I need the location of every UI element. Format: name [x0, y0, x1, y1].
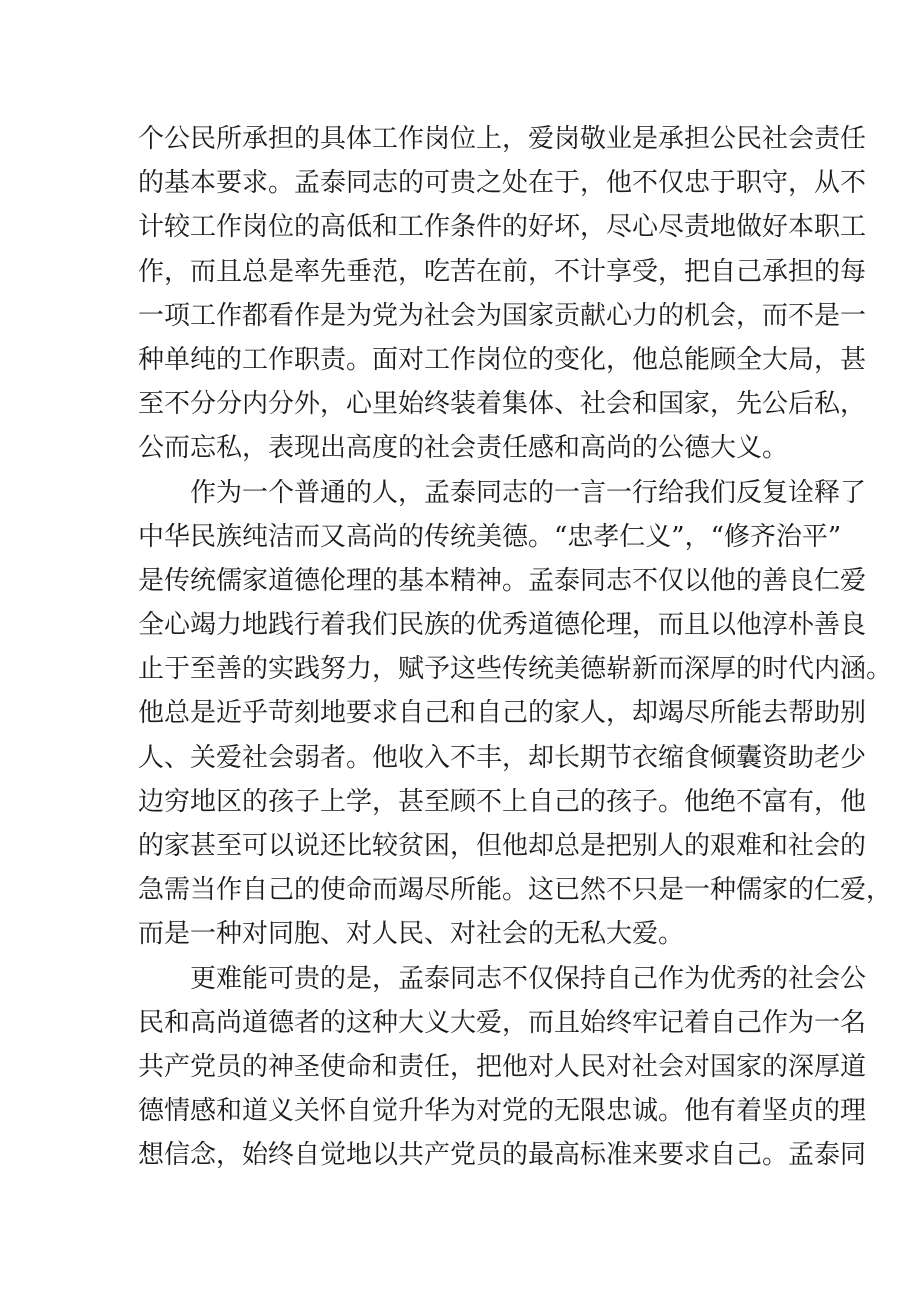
paragraph-line: 种单纯的工作职责。面对工作岗位的变化，他总能顾全大局，甚	[138, 344, 867, 375]
paragraph-line: 的家甚至可以说还比较贫困，但他却总是把别人的艰难和社会的	[138, 831, 867, 861]
paragraph-line: 共产党员的神圣使命和责任，把他对人民对社会对国家的深厚道	[138, 1051, 867, 1082]
paragraph-line: 的基本要求。孟泰同志的可贵之处在于，他不仅忠于职守，从不	[138, 168, 867, 199]
paragraph-2	[138, 471, 893, 957]
paragraph-line: 止于至善的实践努力，赋予这些传统美德崭新而深厚的时代内涵。	[138, 654, 893, 685]
paragraph-line: 而是一种对同胞、对人民、对社会的无私大爱。	[138, 919, 685, 950]
paragraph-line: 想信念，始终自觉地以共产党员的最高标准来要求自己。孟泰同	[138, 1140, 867, 1171]
paragraph-line: 作，而且总是率先垂范，吃苦在前，不计享受，把自己承担的每	[138, 256, 867, 287]
paragraph-line: 一项工作都看作是为党为社会为国家贡献心力的机会，而不是一	[138, 300, 867, 331]
body-text	[138, 117, 893, 1178]
paragraph-line: 他总是近乎苛刻地要求自己和自己的家人，却竭尽所能去帮助别	[138, 698, 867, 729]
paragraph-line: 中华民族纯洁而又高尚的传统美德。“忠孝仁义”，“修齐治平”	[138, 521, 842, 552]
paragraph-line: 更难能可贵的是，孟泰同志不仅保持自己作为优秀的社会公	[190, 963, 867, 994]
paragraph-line: 全心竭力地践行着我们民族的优秀道德伦理，而且以他淳朴善良	[138, 610, 867, 641]
paragraph-line: 急需当作自己的使命而竭尽所能。这已然不只是一种儒家的仁爱，	[138, 875, 893, 906]
paragraph-line: 计较工作岗位的高低和工作条件的好坏，尽心尽责地做好本职工	[138, 212, 867, 243]
paragraph-line: 边穷地区的孩子上学，甚至顾不上自己的孩子。他绝不富有，他	[138, 786, 867, 817]
paragraph-line: 作为一个普通的人，孟泰同志的一言一行给我们反复诠释了	[190, 477, 867, 508]
paragraph-line: 至不分分内分外，心里始终装着集体、社会和国家，先公后私，	[138, 389, 867, 420]
paragraph-line: 个公民所承担的具体工作岗位上，爱岗敬业是承担公民社会责任	[138, 124, 867, 154]
paragraph-1	[138, 117, 867, 471]
paragraph-3	[138, 957, 867, 1178]
paragraph-line: 德情感和道义关怀自觉升华为对党的无限忠诚。他有着坚贞的理	[138, 1096, 867, 1127]
paragraph-line: 人、关爱社会弱者。他收入不丰，却长期节衣缩食倾囊资助老少	[138, 742, 867, 773]
paragraph-line: 是传统儒家道德伦理的基本精神。孟泰同志不仅以他的善良仁爱	[138, 565, 867, 596]
paragraph-line: 民和高尚道德者的这种大义大爱，而且始终牢记着自己作为一名	[138, 1007, 867, 1038]
paragraph-line: 公而忘私，表现出高度的社会责任感和高尚的公德大义。	[138, 433, 789, 464]
